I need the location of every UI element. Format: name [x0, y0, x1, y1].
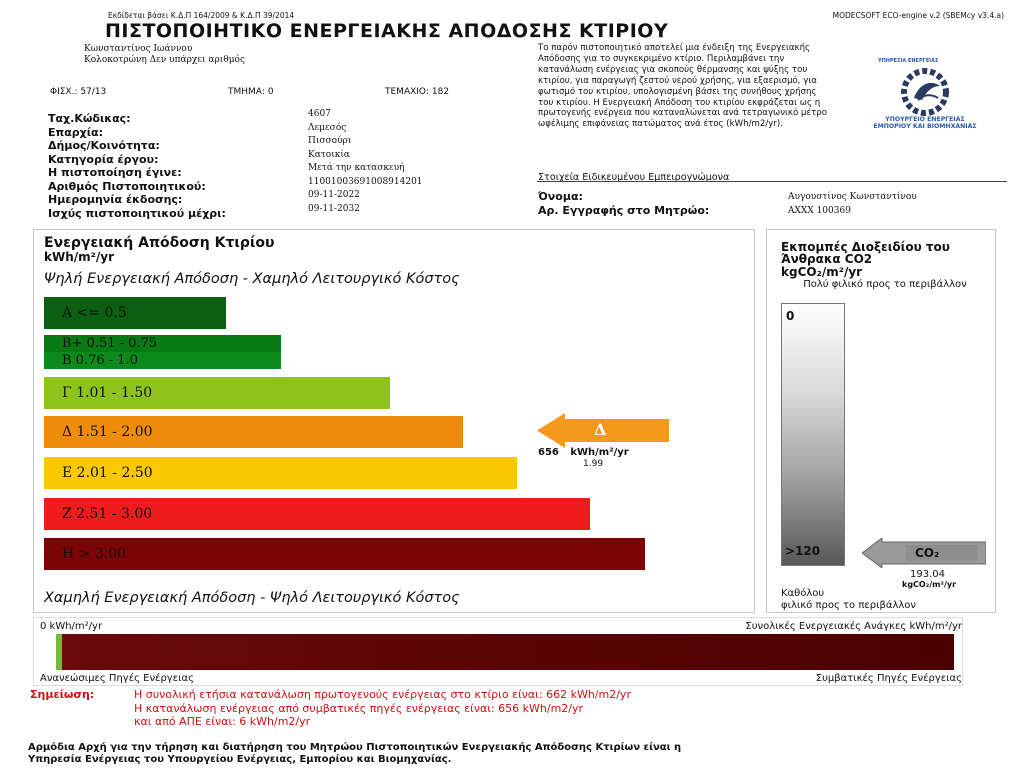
notes-line-2: Η κατανάλωση ενέργειας από συμβατικές πηγές ενέργειας είναι: 656 kWh/m2/yr: [134, 702, 584, 715]
detail-row: [48, 188, 518, 206]
co2-marker-value: 193.04: [910, 569, 945, 580]
detail-row: [48, 107, 518, 125]
owner-address: Κολοκοτρώνη Δεν υπάρχει αριθμός: [84, 55, 246, 65]
energy-chart-title: Ενεργειακή Απόδοση Κτιρίου: [44, 235, 275, 251]
energy-class-bar: Ζ 2.51 - 3.00: [44, 498, 590, 530]
software-version: MODECSOFT ECO-engine v.2 (SBEMcy v3.4.a): [832, 11, 1004, 20]
co2-scale-max: >120: [785, 544, 821, 558]
co2-scale-min: 0: [786, 309, 795, 323]
detail-label: Ισχύς πιστοποιητικού μέχρι:: [48, 206, 226, 220]
energy-bottom-caption: Χαμηλή Ενεργειακή Απόδοση - Ψηλό Λειτουργικό Κόστος: [44, 590, 460, 606]
energy-class-bar: A <= 0.5: [44, 297, 226, 329]
energy-needs-bar: [56, 634, 954, 670]
current-rating-class: Δ: [594, 420, 607, 439]
detail-label: Η πιστοποίηση έγινε:: [48, 166, 182, 179]
detail-value: 09-11-2032: [308, 203, 360, 214]
detail-label: Ταχ.Κώδικας:: [48, 112, 131, 125]
detail-value: Μετά την κατασκευή: [308, 163, 405, 173]
detail-value: Πισσούρι: [308, 136, 352, 146]
energy-class-bar: Η > 3.00: [44, 538, 645, 570]
current-rating-value: 656: [538, 447, 559, 458]
owner-name: Κωνσταντίνος Ιωάννου: [84, 44, 193, 54]
detail-value: 4607: [308, 109, 331, 119]
energy-class-bar: B+ 0.51 - 0.75: [44, 335, 281, 352]
current-rating-ratio: 1.99: [583, 459, 604, 469]
expert-registration-label: Αρ. Εγγραφής στο Μητρώο:: [538, 204, 710, 217]
file-number: ΦΙΣΧ.: 57/13: [50, 87, 107, 97]
expert-heading: Στοιχεία Ειδικευμένου Εμπειρογνώμονα: [538, 172, 730, 183]
section-number: ΤΜΗΜΑ: 0: [228, 87, 274, 97]
current-rating-unit: kWh/m²/yr: [570, 447, 629, 458]
detail-row: [48, 161, 518, 179]
current-rating-value-row: [538, 447, 629, 458]
energy-chart-unit: kWh/m²/yr: [44, 250, 115, 264]
detail-value: Λεμεσός: [308, 122, 347, 133]
notes-line-1: Η συνολική ετήσια κατανάλωση πρωτογενούς ενέργειας στο κτίριο είναι: 662 kWh/m2/yr: [134, 688, 631, 701]
expert-registration-value: AXXX 100369: [788, 206, 851, 216]
logo-emblem-icon: [870, 66, 980, 116]
energy-class-bar: Ε 2.01 - 2.50: [44, 457, 517, 489]
detail-row: [48, 202, 518, 220]
legal-reference: Εκδίδεται βάσει Κ.Δ.Π 164/2009 & Κ.Δ.Π 39/2014: [108, 11, 295, 20]
co2-marker-label: CO₂: [915, 546, 940, 560]
notes-line-3: και από ΑΠΕ είναι: 6 kWh/m2/yr: [134, 715, 311, 728]
detail-label: Αριθμός Πιστοποιητικού:: [48, 179, 206, 193]
energy-needs-left-label: 0 kWh/m²/yr: [40, 621, 103, 632]
co2-bottom-caption-1: Καθόλου: [781, 588, 825, 599]
footer-line-1: Αρμόδια Αρχή για την τήρηση και διατήρηση του Μητρώου Πιστοποιητικών Ενεργειακής Απόδοσης Κτιρίων είναι η: [28, 742, 682, 753]
expert-divider: [537, 181, 1007, 182]
conventional-sources-label: Συμβατικές Πηγές Ενέργειας: [815, 673, 962, 684]
co2-marker-unit: kgCO₂/m²/yr: [902, 580, 957, 589]
certificate-title: ΠΙΣΤΟΠΟΙΗΤΙΚΟ ΕΝΕΡΓΕΙΑΚΗΣ ΑΠΟΔΟΣΗΣ ΚΤΙΡΙΟΥ: [105, 20, 669, 42]
notes-heading: Σημείωση:: [30, 688, 95, 701]
detail-label: Κατηγορία έργου:: [48, 152, 159, 166]
logo-line-2: ΕΜΠΟΡΙΟΥ ΚΑΙ ΒΙΟΜΗΧΑΝΙΑΣ: [873, 123, 977, 130]
ministry-logo: [850, 54, 1000, 139]
renewable-sources-label: Ανανεώσιμες Πηγές Ενέργειας: [40, 673, 194, 684]
detail-row: [48, 175, 518, 193]
detail-label: Επαρχία:: [48, 125, 103, 139]
detail-label: Ημερομηνία έκδοσης:: [48, 193, 183, 206]
logo-caption: [850, 116, 1000, 130]
detail-value: 09-11-2022: [308, 190, 360, 200]
footer-line-2: Υπηρεσία Ενέργειας του Υπουργείου Ενέργειας, Εμπορίου και Βιομηχανίας.: [28, 754, 452, 765]
conventional-segment: [62, 634, 954, 670]
detail-row: [48, 134, 518, 152]
co2-title: Εκπομπές Διοξειδίου του Άνθρακα CO2: [781, 240, 950, 266]
energy-class-bar: Δ 1.51 - 2.00: [44, 416, 463, 448]
logo-line-1: ΥΠΟΥΡΓΕΙΟ ΕΝΕΡΓΕΙΑΣ: [885, 116, 965, 123]
co2-top-caption: Πολύ φιλικό προς το περιβάλλον: [803, 279, 967, 290]
certificate-description: Το παρόν πιστοποιητικό αποτελεί μια ένδειξη της Ενεργειακής Απόδοσης για το συγκεκριμένο κτίριο. Περιλαμβάνει την κατανάλωση ενέργειας για σκοπούς θέρμανσης και ψύξης του κτιρίου, για παραγωγή ζεστού νερού χρήσης, για εξαερισμό, για φωτισμό του κτιρίου, υπολογισμένη βάσει της συνήθους χρήσης του κτιρίου. Η Ενεργειακή Απόδοση του κτιρίου εκφράζεται ως η πρωτογενής ενέργεια που καταναλώνεται ανά τετραγωνικό μέτρο ωφέλιμης επιφάνειας πατώματος ανά έτος (kWh/m2/yr).: [538, 43, 827, 130]
energy-class-bar: Γ 1.01 - 1.50: [44, 377, 390, 409]
detail-label: Δήμος/Κοινότητα:: [48, 139, 160, 152]
logo-top-text: ΥΠΗΡΕΣΙΑ ΕΝΕΡΓΕΙΑΣ: [878, 58, 939, 64]
co2-bottom-caption-2: φιλικό προς το περιβάλλον: [781, 600, 916, 611]
energy-class-bar: B 0.76 - 1.0: [44, 352, 281, 369]
detail-row: [48, 121, 518, 139]
energy-needs-right-label: Συνολικές Ενεργειακές Ανάγκες kWh/m²/yr: [745, 621, 962, 632]
co2-unit: kgCO₂/m²/yr: [781, 265, 863, 279]
sheet-number: ΤΕΜΑΧΙΟ: 182: [385, 87, 450, 97]
expert-name-value: Αυγουστίνος Κωνσταντίνου: [788, 192, 917, 202]
energy-top-caption: Ψηλή Ενεργειακή Απόδοση - Χαμηλό Λειτουργικό Κόστος: [44, 271, 460, 287]
building-details: [48, 107, 518, 220]
expert-name-label: Όνομα:: [538, 190, 583, 203]
co2-gradient-scale: [781, 303, 845, 566]
detail-value: Κατοικία: [308, 149, 350, 160]
detail-row: [48, 148, 518, 166]
detail-value: 11001003691008914201: [308, 176, 423, 187]
